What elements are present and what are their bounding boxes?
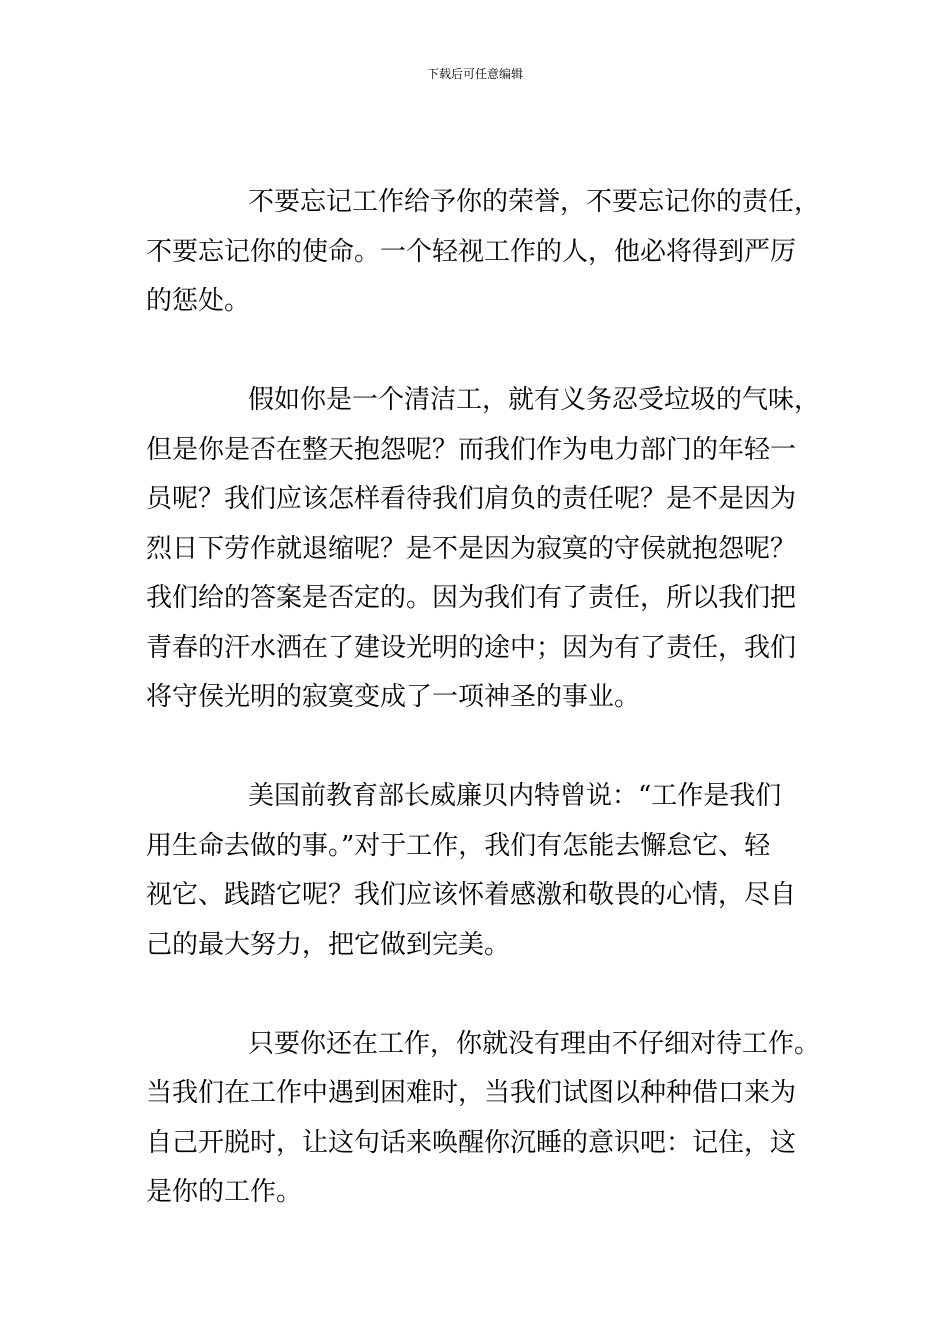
paragraph-line: 是你的工作。 — [146, 1177, 303, 1207]
paragraph-line: 的惩处。 — [146, 286, 251, 316]
paragraph-line: 己的最大努力，把它做到完美。 — [146, 929, 511, 960]
paragraph-line: 美国前教育部长威廉贝内特曾说：“工作是我们 — [248, 781, 782, 811]
paragraph-line: 假如你是一个清洁工，就有义务忍受垃圾的气味， — [248, 385, 821, 415]
paragraph — [146, 772, 826, 970]
paragraph — [146, 1020, 826, 1218]
paragraph-line: 将守侯光明的寂寞变成了一项神圣的事业。 — [146, 682, 641, 712]
paragraph-line: 视它、践踏它呢？我们应该怀着感激和敬畏的心情，尽自 — [146, 880, 797, 910]
paragraph-line: 我们给的答案是否定的。因为我们有了责任，所以我们把 — [146, 583, 797, 613]
paragraph-line: 不要忘记工作给予你的荣誉，不要忘记你的责任， — [248, 187, 821, 217]
paragraph-line: 但是你是否在整天抱怨呢？而我们作为电力部门的年轻一 — [146, 434, 797, 465]
paragraph — [146, 376, 826, 723]
page-header: 下载后可任意编辑 — [426, 67, 523, 81]
paragraph-line: 青春的汗水洒在了建设光明的途中；因为有了责任，我们 — [146, 632, 797, 663]
document-body — [146, 178, 826, 1218]
paragraph-line: 只要你还在工作，你就没有理由不仔细对待工作。 — [248, 1028, 821, 1059]
paragraph-gap — [146, 723, 826, 773]
paragraph-line: 自己开脱时，让这句话来唤醒你沉睡的意识吧：记住，这 — [146, 1127, 797, 1158]
paragraph-gap — [146, 970, 826, 1020]
paragraph-line: 不要忘记你的使命。一个轻视工作的人，他必将得到严厉 — [146, 236, 797, 267]
paragraph-line: 用生命去做的事。”对于工作，我们有怎能去懈怠它、轻 — [146, 830, 771, 861]
paragraph-line: 当我们在工作中遇到困难时，当我们试图以种种借口来为 — [146, 1078, 797, 1108]
paragraph-line: 员呢？我们应该怎样看待我们肩负的责任呢？是不是因为 — [146, 484, 797, 514]
paragraph-gap — [146, 327, 826, 377]
paragraph — [146, 178, 826, 327]
paragraph-line: 烈日下劳作就退缩呢？是不是因为寂寞的守侯就抱怨呢？ — [146, 533, 797, 564]
